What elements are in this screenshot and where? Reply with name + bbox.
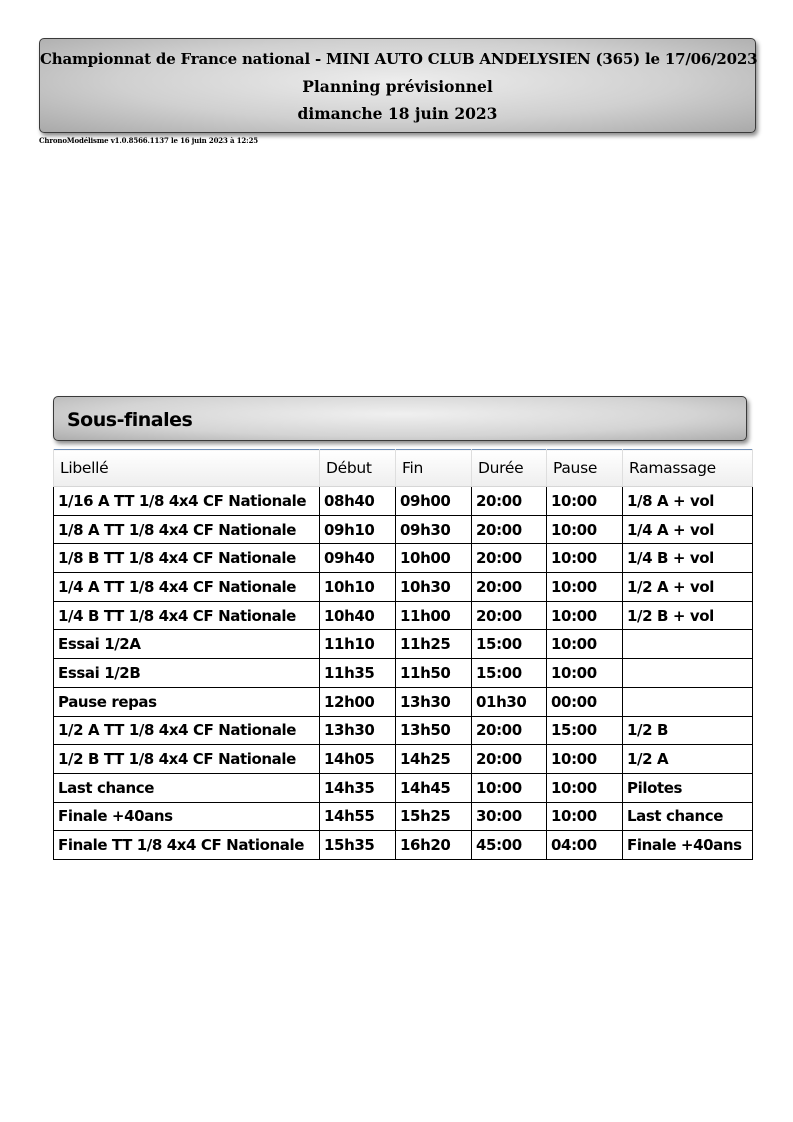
table-row	[54, 544, 753, 573]
planning-subtitle: Planning prévisionnel	[302, 77, 493, 96]
table-row	[54, 831, 753, 860]
cell-libelle: 1/8 B TT 1/8 4x4 CF Nationale	[54, 544, 320, 573]
cell-ramassage: 1/2 A + vol	[623, 573, 753, 602]
cell-duree: 20:00	[472, 716, 547, 745]
cell-duree: 45:00	[472, 831, 547, 860]
cell-libelle: 1/16 A TT 1/8 4x4 CF Nationale	[54, 487, 320, 516]
table-row	[54, 745, 753, 774]
cell-fin: 14h25	[396, 745, 472, 774]
software-credit: ChronoModélisme v1.0.8566.1137 le 16 juin 2023 à 12:25	[39, 136, 259, 145]
cell-debut: 14h05	[320, 745, 396, 774]
cell-fin: 13h30	[396, 687, 472, 716]
cell-ramassage: 1/4 A + vol	[623, 515, 753, 544]
table-row	[54, 716, 753, 745]
column-header-fin: Fin	[396, 450, 472, 487]
cell-ramassage: 1/4 B + vol	[623, 544, 753, 573]
cell-libelle: Essai 1/2B	[54, 659, 320, 688]
cell-debut: 13h30	[320, 716, 396, 745]
cell-duree: 30:00	[472, 802, 547, 831]
cell-libelle: Last chance	[54, 773, 320, 802]
cell-pause: 10:00	[547, 601, 623, 630]
cell-libelle: 1/2 A TT 1/8 4x4 CF Nationale	[54, 716, 320, 745]
cell-pause: 10:00	[547, 573, 623, 602]
cell-pause: 10:00	[547, 630, 623, 659]
cell-ramassage	[623, 659, 753, 688]
cell-duree: 20:00	[472, 745, 547, 774]
cell-ramassage: 1/2 B + vol	[623, 601, 753, 630]
cell-ramassage: 1/2 A	[623, 745, 753, 774]
cell-libelle: 1/4 A TT 1/8 4x4 CF Nationale	[54, 573, 320, 602]
cell-pause: 10:00	[547, 487, 623, 516]
column-header-pause: Pause	[547, 450, 623, 487]
cell-libelle: 1/8 A TT 1/8 4x4 CF Nationale	[54, 515, 320, 544]
cell-fin: 10h00	[396, 544, 472, 573]
cell-pause: 10:00	[547, 802, 623, 831]
cell-pause: 10:00	[547, 544, 623, 573]
cell-ramassage: 1/8 A + vol	[623, 487, 753, 516]
column-header-duree: Durée	[472, 450, 547, 487]
table-body	[54, 487, 753, 860]
cell-ramassage	[623, 630, 753, 659]
cell-pause: 00:00	[547, 687, 623, 716]
cell-fin: 09h30	[396, 515, 472, 544]
cell-debut: 08h40	[320, 487, 396, 516]
column-header-libelle: Libellé	[54, 450, 320, 487]
cell-ramassage: Pilotes	[623, 773, 753, 802]
cell-fin: 14h45	[396, 773, 472, 802]
table-row	[54, 773, 753, 802]
cell-debut: 10h40	[320, 601, 396, 630]
cell-fin: 11h00	[396, 601, 472, 630]
table-row	[54, 630, 753, 659]
cell-fin: 16h20	[396, 831, 472, 860]
cell-fin: 13h50	[396, 716, 472, 745]
cell-debut: 10h10	[320, 573, 396, 602]
cell-duree: 15:00	[472, 659, 547, 688]
cell-ramassage: Finale +40ans	[623, 831, 753, 860]
table-row	[54, 515, 753, 544]
cell-ramassage: Last chance	[623, 802, 753, 831]
column-header-ramassage: Ramassage	[623, 450, 753, 487]
cell-ramassage: 1/2 B	[623, 716, 753, 745]
cell-duree: 20:00	[472, 601, 547, 630]
cell-libelle: Essai 1/2A	[54, 630, 320, 659]
cell-debut: 11h10	[320, 630, 396, 659]
cell-duree: 15:00	[472, 630, 547, 659]
table-row	[54, 659, 753, 688]
cell-fin: 10h30	[396, 573, 472, 602]
cell-debut: 09h40	[320, 544, 396, 573]
event-title: Championnat de France national - MINI AUTO CLUB ANDELYSIEN (365) le 17/06/2023	[40, 50, 758, 68]
table-row	[54, 687, 753, 716]
cell-pause: 10:00	[547, 745, 623, 774]
cell-pause: 04:00	[547, 831, 623, 860]
schedule-table	[53, 449, 753, 860]
cell-debut: 11h35	[320, 659, 396, 688]
cell-pause: 10:00	[547, 515, 623, 544]
cell-duree: 20:00	[472, 544, 547, 573]
table-row	[54, 573, 753, 602]
cell-duree: 20:00	[472, 515, 547, 544]
cell-debut: 14h55	[320, 802, 396, 831]
event-date: dimanche 18 juin 2023	[297, 104, 498, 123]
cell-pause: 15:00	[547, 716, 623, 745]
cell-duree: 20:00	[472, 573, 547, 602]
cell-duree: 20:00	[472, 487, 547, 516]
cell-debut: 15h35	[320, 831, 396, 860]
cell-fin: 11h25	[396, 630, 472, 659]
cell-libelle: Pause repas	[54, 687, 320, 716]
cell-libelle: 1/2 B TT 1/8 4x4 CF Nationale	[54, 745, 320, 774]
column-header-debut: Début	[320, 450, 396, 487]
cell-debut: 09h10	[320, 515, 396, 544]
cell-pause: 10:00	[547, 659, 623, 688]
table-header-row	[54, 450, 753, 487]
cell-debut: 12h00	[320, 687, 396, 716]
cell-libelle: 1/4 B TT 1/8 4x4 CF Nationale	[54, 601, 320, 630]
cell-ramassage	[623, 687, 753, 716]
cell-pause: 10:00	[547, 773, 623, 802]
table-row	[54, 802, 753, 831]
cell-libelle: Finale +40ans	[54, 802, 320, 831]
cell-fin: 11h50	[396, 659, 472, 688]
section-title: Sous-finales	[67, 409, 193, 431]
header-banner	[39, 38, 756, 133]
table-row	[54, 487, 753, 516]
cell-fin: 09h00	[396, 487, 472, 516]
section-header	[53, 396, 747, 441]
table-row	[54, 601, 753, 630]
cell-libelle: Finale TT 1/8 4x4 CF Nationale	[54, 831, 320, 860]
cell-duree: 01h30	[472, 687, 547, 716]
cell-duree: 10:00	[472, 773, 547, 802]
cell-fin: 15h25	[396, 802, 472, 831]
cell-debut: 14h35	[320, 773, 396, 802]
